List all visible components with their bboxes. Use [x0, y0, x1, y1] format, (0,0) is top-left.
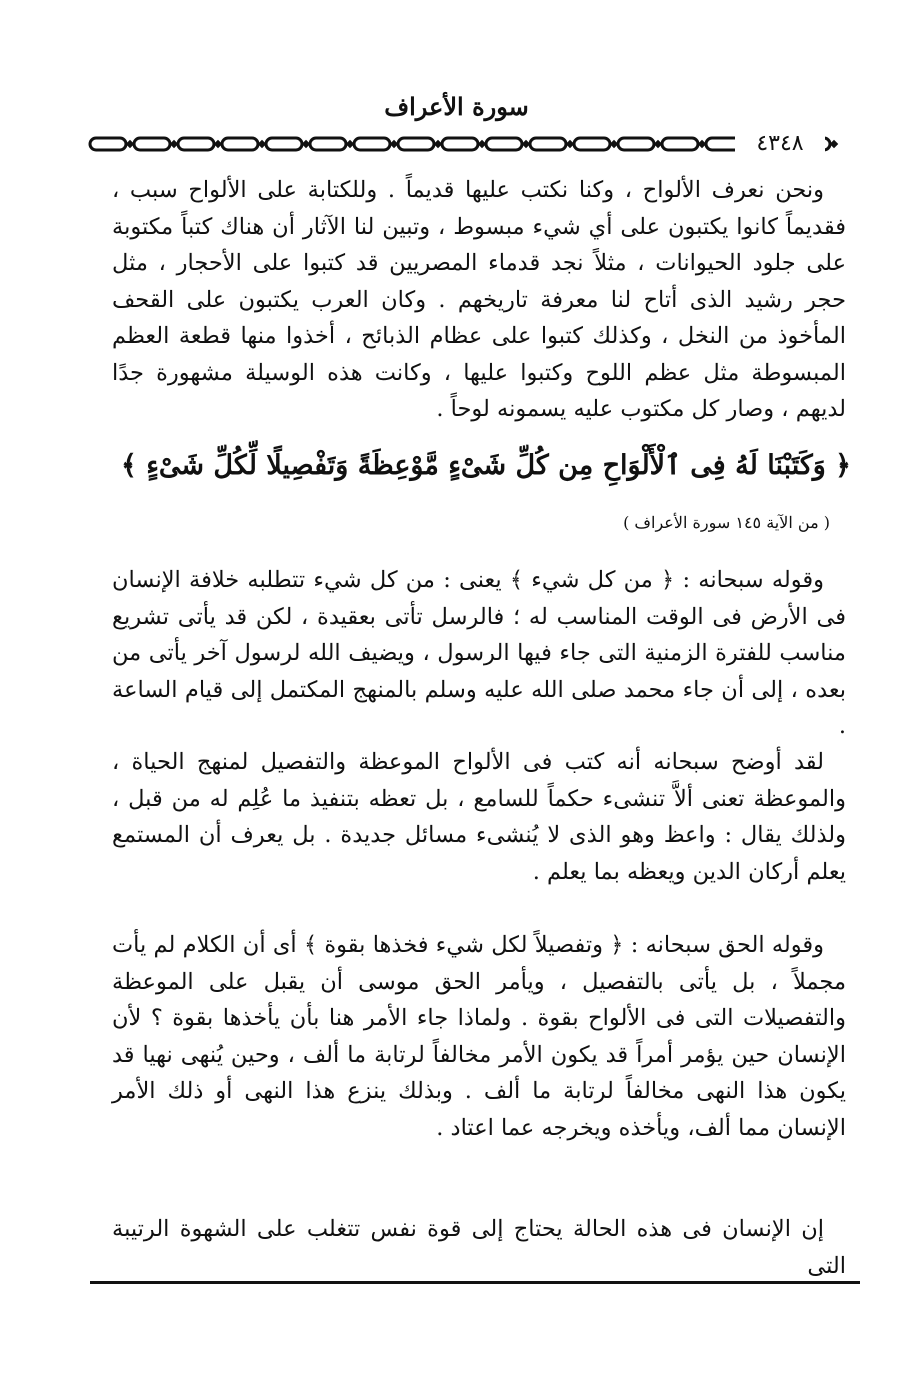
- chain-link: [486, 138, 522, 150]
- paragraph: [112, 562, 846, 745]
- chain-dot: [434, 140, 442, 148]
- chain-link: [442, 138, 478, 150]
- chain-link: [354, 138, 390, 150]
- paragraph: [112, 172, 846, 428]
- footer-rule: [90, 1281, 860, 1284]
- paragraph-text: لقد أوضح سبحانه أنه كتب فى الألواح الموعظة والتفصيل لمنهج الحياة ، والموعظة تعنى ألاَّ تنشىء حكماً للسامع ، بل تعظه بتنفيذ ما عُلِم له من قبل ، ولذلك يقال : واعظ وهو الذى لا يُنشىء مسائل جديدة . بل يعرف أن المستمع يعلم أركان الدين ويعظه بما يعلم .: [112, 749, 846, 885]
- surah-title: سورة الأعراف: [384, 92, 529, 121]
- chain-dot: [830, 140, 838, 148]
- chain-link: [530, 138, 566, 150]
- chain-link: [90, 138, 126, 150]
- chain-dot: [170, 140, 178, 148]
- paragraph-text: إن الإنسان فى هذه الحالة يحتاج إلى قوة نفس تتغلب على الشهوة الرتيبة التى: [112, 1216, 846, 1279]
- page-number: ٤٣٤٨: [735, 128, 825, 160]
- paragraph: [112, 744, 846, 890]
- chain-dot: [566, 140, 574, 148]
- paragraph-text: ونحن نعرف الألواح ، وكنا نكتب عليها قديماً . وللكتابة على الألواح سبب ، فقديماً كانوا يكتبون على أي شيء مبسوط ، وتبين لنا الآثار أن هناك كتباً مكتوبة على جلود الحيوانات ، مثلاً نجد قدماء المصريين قد كتبوا على الأحجار ، مثل حجر رشيد الذى أتاح لنا معرفة تاريخهم . وكان العرب يكتبون على القحف المأخوذ من النخل ، وكذلك كتبوا على عظام الذبائح ، أخذوا منها قطعة العظم المبسوطة مثل عظم اللوح وكتبوا عليها ، وكانت هذه الوسيلة مشهورة جدًا لديهم ، وصار كل مكتوب عليه يسمونه لوحاً .: [112, 177, 847, 422]
- chain-link: [222, 138, 258, 150]
- chain-link: [266, 138, 302, 150]
- chain-link: [134, 138, 170, 150]
- chain-link: [662, 138, 698, 150]
- chain-dot: [302, 140, 310, 148]
- chain-link: [618, 138, 654, 150]
- chain-link: [178, 138, 214, 150]
- quran-verse: ﴿ وَكَتَبْنَا لَهُ فِى ٱلْأَلْوَاحِ مِن كُلِّ شَىْءٍ مَّوْعِظَةً وَتَفْصِيلًا لِّكُلِّ شَىْءٍ ﴾: [120, 450, 851, 481]
- chain-link: [398, 138, 434, 150]
- chain-dot: [610, 140, 618, 148]
- chain-dot: [390, 140, 398, 148]
- chain-dot: [698, 140, 706, 148]
- paragraph-text: وقوله سبحانه : ﴿ من كل شيء ﴾ يعنى : من كل شيء تتطلبه خلافة الإنسان فى الأرض فى الوقت المناسب له ؛ فالرسل تأتى بعقيدة ، لكن قد يأتى تشريع مناسب للفترة الزمنية التى جاء فيها الرسول ، ويضيف الله لرسول آخر يأتى من بعده ، إلى أن جاء محمد صلى الله عليه وسلم بالمنهج المكتمل إلى قيام الساعة .: [112, 567, 846, 739]
- chain-dot: [522, 140, 530, 148]
- chain-link: [310, 138, 346, 150]
- paragraph-text: وقوله الحق سبحانه : ﴿ وتفصيلاً لكل شيء فخذها بقوة ﴾ أى أن الكلام لم يأت مجملاً ، بل يأتى بالتفصيل ، ويأمر الحق موسى أن يقبل على الموعظة والتفصيلات التى فى الألواح بقوة . ولماذا جاء الأمر هنا بأن يأخذها بقوة ؟ لأن الإنسان حين يؤمر أمراً قد يكون الأمر مخالفاً لرتابة ما ألف ، وحين يُنهى نهيا قد يكون هذا النهى مخالفاً لرتابة ما ألف . وبذلك ينزع هذا النهى أو ذلك الأمر الإنسان مما ألف، ويأخذه ويخرجه عما اعتاد .: [112, 932, 846, 1141]
- chain-dot: [478, 140, 486, 148]
- chain-dot: [346, 140, 354, 148]
- chain-link: [574, 138, 610, 150]
- chain-dot: [258, 140, 266, 148]
- paragraph: [112, 1211, 846, 1284]
- chain-dot: [654, 140, 662, 148]
- verse-reference: ( من الآية ١٤٥ سورة الأعراف ): [623, 513, 830, 532]
- paragraph: [112, 927, 846, 1146]
- chain-dot: [214, 140, 222, 148]
- chain-dot: [126, 140, 134, 148]
